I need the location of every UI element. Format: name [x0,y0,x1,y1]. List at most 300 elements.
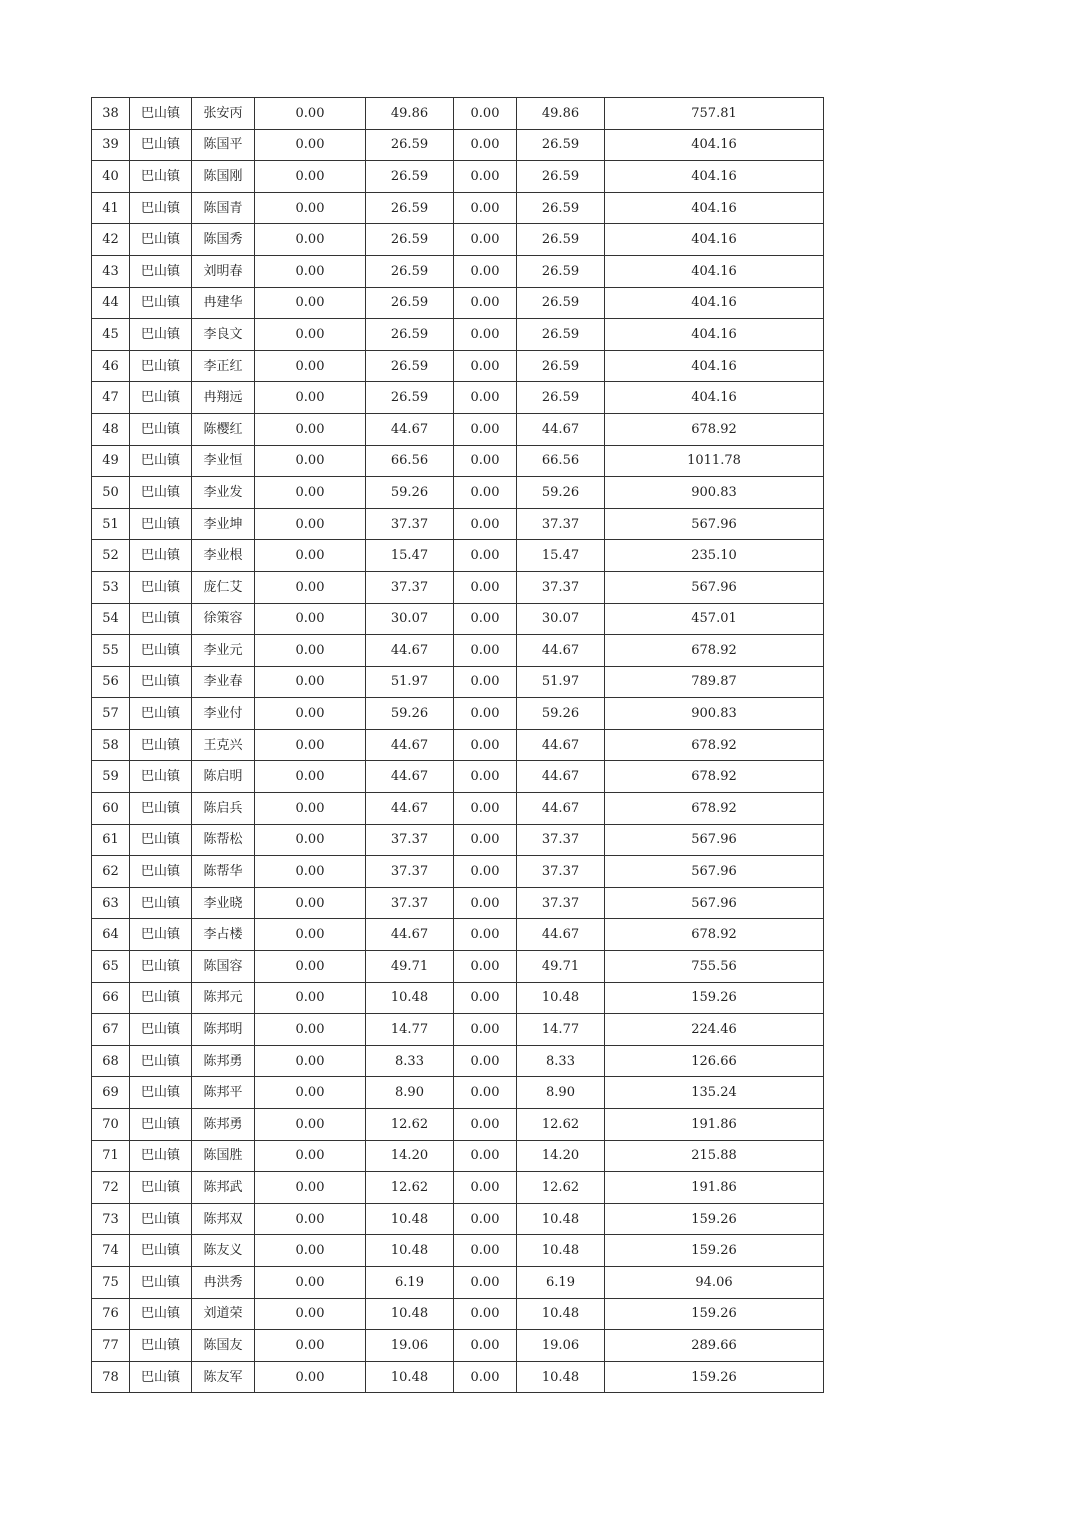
value-a-cell: 0.00 [255,477,366,509]
name-cell: 庞仁艾 [192,571,255,603]
town-cell: 巴山镇 [130,793,192,825]
row-number-cell: 53 [92,571,130,603]
value-d-cell: 59.26 [517,477,605,509]
town-cell: 巴山镇 [130,635,192,667]
town-cell: 巴山镇 [130,666,192,698]
table-row [92,477,824,509]
amount-cell: 404.16 [605,382,824,414]
value-a-cell: 0.00 [255,571,366,603]
value-a-cell: 0.00 [255,1203,366,1235]
town-cell: 巴山镇 [130,1140,192,1172]
row-number-cell: 38 [92,98,130,130]
value-d-cell: 10.48 [517,1361,605,1393]
value-d-cell: 14.77 [517,1014,605,1046]
value-c-cell: 0.00 [454,1361,517,1393]
name-cell: 徐策容 [192,603,255,635]
value-d-cell: 37.37 [517,824,605,856]
row-number-cell: 43 [92,255,130,287]
town-cell: 巴山镇 [130,919,192,951]
data-table [91,97,824,1393]
row-number-cell: 54 [92,603,130,635]
name-cell: 李业春 [192,666,255,698]
value-b-cell: 10.48 [366,1235,454,1267]
amount-cell: 159.26 [605,982,824,1014]
value-c-cell: 0.00 [454,666,517,698]
value-d-cell: 6.19 [517,1266,605,1298]
value-b-cell: 44.67 [366,635,454,667]
value-b-cell: 51.97 [366,666,454,698]
value-b-cell: 26.59 [366,319,454,351]
value-b-cell: 30.07 [366,603,454,635]
value-d-cell: 26.59 [517,382,605,414]
town-cell: 巴山镇 [130,856,192,888]
name-cell: 李业恒 [192,445,255,477]
value-d-cell: 44.67 [517,793,605,825]
value-a-cell: 0.00 [255,1109,366,1141]
value-b-cell: 26.59 [366,255,454,287]
town-cell: 巴山镇 [130,98,192,130]
amount-cell: 900.83 [605,698,824,730]
value-b-cell: 8.90 [366,1077,454,1109]
value-c-cell: 0.00 [454,1330,517,1362]
town-cell: 巴山镇 [130,1077,192,1109]
table-row [92,856,824,888]
value-a-cell: 0.00 [255,603,366,635]
value-d-cell: 19.06 [517,1330,605,1362]
table-row [92,540,824,572]
table-row [92,192,824,224]
value-c-cell: 0.00 [454,1203,517,1235]
name-cell: 刘明春 [192,255,255,287]
value-b-cell: 44.67 [366,793,454,825]
value-a-cell: 0.00 [255,1077,366,1109]
value-c-cell: 0.00 [454,603,517,635]
value-b-cell: 49.71 [366,951,454,983]
town-cell: 巴山镇 [130,761,192,793]
value-b-cell: 37.37 [366,887,454,919]
table-row [92,982,824,1014]
amount-cell: 289.66 [605,1330,824,1362]
name-cell: 陈帮松 [192,824,255,856]
value-b-cell: 37.37 [366,856,454,888]
value-c-cell: 0.00 [454,824,517,856]
town-cell: 巴山镇 [130,951,192,983]
row-number-cell: 56 [92,666,130,698]
value-c-cell: 0.00 [454,287,517,319]
value-a-cell: 0.00 [255,1235,366,1267]
amount-cell: 678.92 [605,413,824,445]
value-b-cell: 37.37 [366,508,454,540]
value-a-cell: 0.00 [255,1330,366,1362]
value-d-cell: 44.67 [517,919,605,951]
table-row [92,1361,824,1393]
name-cell: 李业根 [192,540,255,572]
amount-cell: 235.10 [605,540,824,572]
value-b-cell: 12.62 [366,1172,454,1204]
value-c-cell: 0.00 [454,635,517,667]
value-c-cell: 0.00 [454,129,517,161]
table-row [92,445,824,477]
amount-cell: 404.16 [605,224,824,256]
value-c-cell: 0.00 [454,1109,517,1141]
name-cell: 李业付 [192,698,255,730]
name-cell: 李良文 [192,319,255,351]
amount-cell: 404.16 [605,129,824,161]
name-cell: 李占楼 [192,919,255,951]
row-number-cell: 71 [92,1140,130,1172]
town-cell: 巴山镇 [130,382,192,414]
value-c-cell: 0.00 [454,1077,517,1109]
name-cell: 陈邦元 [192,982,255,1014]
amount-cell: 567.96 [605,856,824,888]
value-d-cell: 49.86 [517,98,605,130]
value-b-cell: 10.48 [366,1298,454,1330]
value-a-cell: 0.00 [255,951,366,983]
table-body [92,98,824,1393]
value-c-cell: 0.00 [454,1266,517,1298]
value-c-cell: 0.00 [454,98,517,130]
row-number-cell: 69 [92,1077,130,1109]
row-number-cell: 61 [92,824,130,856]
row-number-cell: 67 [92,1014,130,1046]
value-a-cell: 0.00 [255,1014,366,1046]
amount-cell: 678.92 [605,729,824,761]
row-number-cell: 76 [92,1298,130,1330]
row-number-cell: 59 [92,761,130,793]
amount-cell: 126.66 [605,1045,824,1077]
value-d-cell: 26.59 [517,350,605,382]
table-row [92,1045,824,1077]
value-d-cell: 30.07 [517,603,605,635]
amount-cell: 159.26 [605,1298,824,1330]
value-b-cell: 37.37 [366,571,454,603]
value-a-cell: 0.00 [255,1298,366,1330]
amount-cell: 567.96 [605,824,824,856]
value-d-cell: 26.59 [517,161,605,193]
value-c-cell: 0.00 [454,729,517,761]
town-cell: 巴山镇 [130,698,192,730]
value-b-cell: 59.26 [366,477,454,509]
town-cell: 巴山镇 [130,1045,192,1077]
town-cell: 巴山镇 [130,1298,192,1330]
name-cell: 陈邦勇 [192,1045,255,1077]
value-a-cell: 0.00 [255,887,366,919]
value-d-cell: 10.48 [517,1203,605,1235]
amount-cell: 404.16 [605,161,824,193]
amount-cell: 404.16 [605,255,824,287]
value-b-cell: 44.67 [366,729,454,761]
name-cell: 李正红 [192,350,255,382]
value-c-cell: 0.00 [454,319,517,351]
row-number-cell: 64 [92,919,130,951]
value-a-cell: 0.00 [255,761,366,793]
value-a-cell: 0.00 [255,224,366,256]
town-cell: 巴山镇 [130,350,192,382]
value-d-cell: 44.67 [517,635,605,667]
value-a-cell: 0.00 [255,350,366,382]
value-d-cell: 51.97 [517,666,605,698]
value-d-cell: 44.67 [517,729,605,761]
value-c-cell: 0.00 [454,508,517,540]
table-row [92,508,824,540]
row-number-cell: 75 [92,1266,130,1298]
row-number-cell: 66 [92,982,130,1014]
row-number-cell: 41 [92,192,130,224]
value-c-cell: 0.00 [454,382,517,414]
table-row [92,603,824,635]
name-cell: 王克兴 [192,729,255,761]
amount-cell: 159.26 [605,1361,824,1393]
value-c-cell: 0.00 [454,887,517,919]
table-row [92,951,824,983]
name-cell: 陈友军 [192,1361,255,1393]
table-row [92,729,824,761]
value-c-cell: 0.00 [454,413,517,445]
value-a-cell: 0.00 [255,287,366,319]
town-cell: 巴山镇 [130,413,192,445]
name-cell: 陈樱红 [192,413,255,445]
value-d-cell: 44.67 [517,413,605,445]
amount-cell: 224.46 [605,1014,824,1046]
value-c-cell: 0.00 [454,761,517,793]
value-b-cell: 49.86 [366,98,454,130]
table-row [92,1014,824,1046]
table-row [92,1077,824,1109]
table-row [92,382,824,414]
amount-cell: 159.26 [605,1235,824,1267]
town-cell: 巴山镇 [130,1235,192,1267]
town-cell: 巴山镇 [130,729,192,761]
town-cell: 巴山镇 [130,445,192,477]
row-number-cell: 77 [92,1330,130,1362]
name-cell: 陈国平 [192,129,255,161]
value-d-cell: 12.62 [517,1109,605,1141]
value-d-cell: 10.48 [517,982,605,1014]
value-b-cell: 26.59 [366,161,454,193]
value-d-cell: 26.59 [517,255,605,287]
value-d-cell: 26.59 [517,192,605,224]
row-number-cell: 60 [92,793,130,825]
amount-cell: 678.92 [605,793,824,825]
table-row [92,224,824,256]
value-a-cell: 0.00 [255,1361,366,1393]
value-a-cell: 0.00 [255,98,366,130]
row-number-cell: 50 [92,477,130,509]
value-d-cell: 8.33 [517,1045,605,1077]
value-a-cell: 0.00 [255,666,366,698]
town-cell: 巴山镇 [130,1109,192,1141]
table-row [92,666,824,698]
value-a-cell: 0.00 [255,729,366,761]
table-row [92,793,824,825]
name-cell: 陈启明 [192,761,255,793]
value-c-cell: 0.00 [454,951,517,983]
amount-cell: 567.96 [605,508,824,540]
value-b-cell: 14.77 [366,1014,454,1046]
name-cell: 陈国秀 [192,224,255,256]
value-b-cell: 8.33 [366,1045,454,1077]
row-number-cell: 55 [92,635,130,667]
row-number-cell: 58 [92,729,130,761]
value-d-cell: 10.48 [517,1235,605,1267]
value-b-cell: 14.20 [366,1140,454,1172]
table-row [92,255,824,287]
amount-cell: 457.01 [605,603,824,635]
table-row [92,1109,824,1141]
table-row [92,1330,824,1362]
row-number-cell: 42 [92,224,130,256]
value-c-cell: 0.00 [454,1298,517,1330]
name-cell: 陈邦勇 [192,1109,255,1141]
value-a-cell: 0.00 [255,129,366,161]
amount-cell: 755.56 [605,951,824,983]
value-a-cell: 0.00 [255,698,366,730]
value-c-cell: 0.00 [454,224,517,256]
table-row [92,161,824,193]
value-b-cell: 26.59 [366,129,454,161]
value-b-cell: 26.59 [366,287,454,319]
value-d-cell: 26.59 [517,319,605,351]
row-number-cell: 39 [92,129,130,161]
name-cell: 陈国容 [192,951,255,983]
value-c-cell: 0.00 [454,350,517,382]
table-row [92,98,824,130]
value-a-cell: 0.00 [255,982,366,1014]
amount-cell: 900.83 [605,477,824,509]
value-c-cell: 0.00 [454,1045,517,1077]
name-cell: 陈邦明 [192,1014,255,1046]
row-number-cell: 78 [92,1361,130,1393]
value-b-cell: 59.26 [366,698,454,730]
row-number-cell: 74 [92,1235,130,1267]
town-cell: 巴山镇 [130,1172,192,1204]
name-cell: 刘道荣 [192,1298,255,1330]
town-cell: 巴山镇 [130,603,192,635]
value-d-cell: 44.67 [517,761,605,793]
value-b-cell: 10.48 [366,1361,454,1393]
table-row [92,1203,824,1235]
value-c-cell: 0.00 [454,1014,517,1046]
row-number-cell: 52 [92,540,130,572]
value-a-cell: 0.00 [255,635,366,667]
amount-cell: 404.16 [605,287,824,319]
name-cell: 冉建华 [192,287,255,319]
value-c-cell: 0.00 [454,571,517,603]
value-a-cell: 0.00 [255,1045,366,1077]
value-a-cell: 0.00 [255,793,366,825]
value-a-cell: 0.00 [255,382,366,414]
name-cell: 冉洪秀 [192,1266,255,1298]
row-number-cell: 68 [92,1045,130,1077]
value-c-cell: 0.00 [454,919,517,951]
row-number-cell: 48 [92,413,130,445]
name-cell: 陈国青 [192,192,255,224]
amount-cell: 678.92 [605,919,824,951]
value-a-cell: 0.00 [255,445,366,477]
name-cell: 陈国刚 [192,161,255,193]
value-c-cell: 0.00 [454,477,517,509]
value-d-cell: 26.59 [517,129,605,161]
name-cell: 陈邦武 [192,1172,255,1204]
row-number-cell: 65 [92,951,130,983]
value-d-cell: 26.59 [517,224,605,256]
value-b-cell: 15.47 [366,540,454,572]
name-cell: 陈友义 [192,1235,255,1267]
table-row [92,413,824,445]
town-cell: 巴山镇 [130,982,192,1014]
value-c-cell: 0.00 [454,982,517,1014]
value-d-cell: 37.37 [517,856,605,888]
value-c-cell: 0.00 [454,161,517,193]
amount-cell: 94.06 [605,1266,824,1298]
value-c-cell: 0.00 [454,793,517,825]
town-cell: 巴山镇 [130,1203,192,1235]
value-a-cell: 0.00 [255,824,366,856]
town-cell: 巴山镇 [130,255,192,287]
value-a-cell: 0.00 [255,856,366,888]
amount-cell: 567.96 [605,571,824,603]
table-row [92,1298,824,1330]
town-cell: 巴山镇 [130,1266,192,1298]
table-row [92,635,824,667]
value-a-cell: 0.00 [255,1140,366,1172]
amount-cell: 191.86 [605,1172,824,1204]
amount-cell: 678.92 [605,635,824,667]
table-row [92,129,824,161]
town-cell: 巴山镇 [130,224,192,256]
town-cell: 巴山镇 [130,1330,192,1362]
town-cell: 巴山镇 [130,129,192,161]
value-c-cell: 0.00 [454,1172,517,1204]
amount-cell: 159.26 [605,1203,824,1235]
value-c-cell: 0.00 [454,445,517,477]
table-row [92,350,824,382]
value-b-cell: 19.06 [366,1330,454,1362]
table-row [92,698,824,730]
town-cell: 巴山镇 [130,508,192,540]
value-b-cell: 10.48 [366,1203,454,1235]
table-row [92,887,824,919]
table-row [92,1140,824,1172]
name-cell: 陈国友 [192,1330,255,1362]
value-c-cell: 0.00 [454,255,517,287]
amount-cell: 789.87 [605,666,824,698]
row-number-cell: 63 [92,887,130,919]
table-row [92,287,824,319]
name-cell: 李业发 [192,477,255,509]
amount-cell: 757.81 [605,98,824,130]
value-b-cell: 44.67 [366,761,454,793]
town-cell: 巴山镇 [130,287,192,319]
name-cell: 陈启兵 [192,793,255,825]
row-number-cell: 72 [92,1172,130,1204]
row-number-cell: 40 [92,161,130,193]
value-b-cell: 26.59 [366,224,454,256]
town-cell: 巴山镇 [130,161,192,193]
value-c-cell: 0.00 [454,698,517,730]
table-row [92,1235,824,1267]
value-c-cell: 0.00 [454,192,517,224]
value-d-cell: 8.90 [517,1077,605,1109]
row-number-cell: 62 [92,856,130,888]
row-number-cell: 49 [92,445,130,477]
value-a-cell: 0.00 [255,255,366,287]
value-b-cell: 66.56 [366,445,454,477]
town-cell: 巴山镇 [130,540,192,572]
table-row [92,1172,824,1204]
amount-cell: 404.16 [605,192,824,224]
amount-cell: 135.24 [605,1077,824,1109]
